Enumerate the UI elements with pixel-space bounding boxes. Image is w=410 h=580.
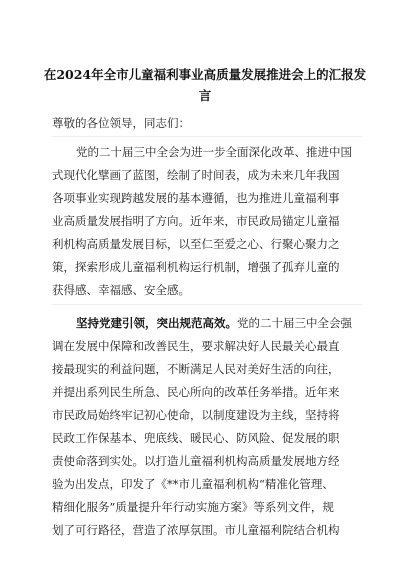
divider — [52, 136, 362, 137]
paragraph-2-line: 划了可行路径，营造了浓厚氛围。市儿童福利院结合机构 — [52, 523, 340, 537]
paragraph-1-line: 各项事业实现跨越发展的基本遵循，也为推进儿童福利事 — [52, 191, 340, 205]
paragraph-1-line: 党的二十届三中全会为进一步全面深化改革、推进中国 — [76, 145, 352, 159]
paragraph-2-line: 验为出发点，印发了《**市儿童福利机构“精准化管理、 — [52, 477, 334, 491]
title-line-1: 在2024年全市儿童福利事业高质量发展推进会上的汇报发 — [43, 67, 367, 82]
document-title — [40, 64, 370, 106]
paragraph-2-first-rest: 党的二十届三中全会强 — [237, 316, 352, 330]
paragraph-1-line: 策，探索形成儿童福利机构运行机制，增强了孤弃儿童的 — [52, 260, 340, 274]
greeting: 尊敬的各位领导，同志们： — [52, 116, 190, 130]
paragraph-2-line: 责使命落到实处。以打造儿童福利机构高质量发展地方经 — [52, 454, 340, 468]
divider — [52, 304, 362, 305]
paragraph-2-line: 精细化服务”质量提升年行动实施方案》等系列文件，规 — [52, 500, 334, 514]
paragraph-2-line: 接最现实的利益问题，不断满足人民对美好生活的向往， — [52, 362, 340, 376]
title-line-2: 言 — [198, 88, 212, 103]
paragraph-2-line: 民政工作保基本、兜底线、暖民心、防风险、促发展的职 — [52, 431, 340, 445]
paragraph-2-lead: 坚持党建引领，突出规范高效。 — [76, 316, 237, 330]
paragraph-1-line: 式现代化擘画了蓝图，绘制了时间表，成为未来几年我国 — [52, 168, 340, 182]
paragraph-2-line: 调在发展中保障和改善民生，要求解决好人民最关心最直 — [52, 339, 340, 353]
paragraph-1-line: 利机构高质量发展目标，以至仁至爱之心、行聚心聚力之 — [52, 237, 340, 251]
paragraph-2-line: 并提出系列民生所急、民心所向的改革任务举措。近年来 — [52, 385, 340, 399]
paragraph-1-line: 业高质量发展指明了方向。近年来，市民政局锚定儿童福 — [52, 214, 340, 228]
paragraph-1-line: 获得感、幸福感、安全感。 — [52, 283, 190, 297]
paragraph-2-line: 市民政局始终牢记初心使命，以制度建设为主线，坚持将 — [52, 408, 340, 422]
paragraph-2-first-line — [76, 313, 362, 333]
